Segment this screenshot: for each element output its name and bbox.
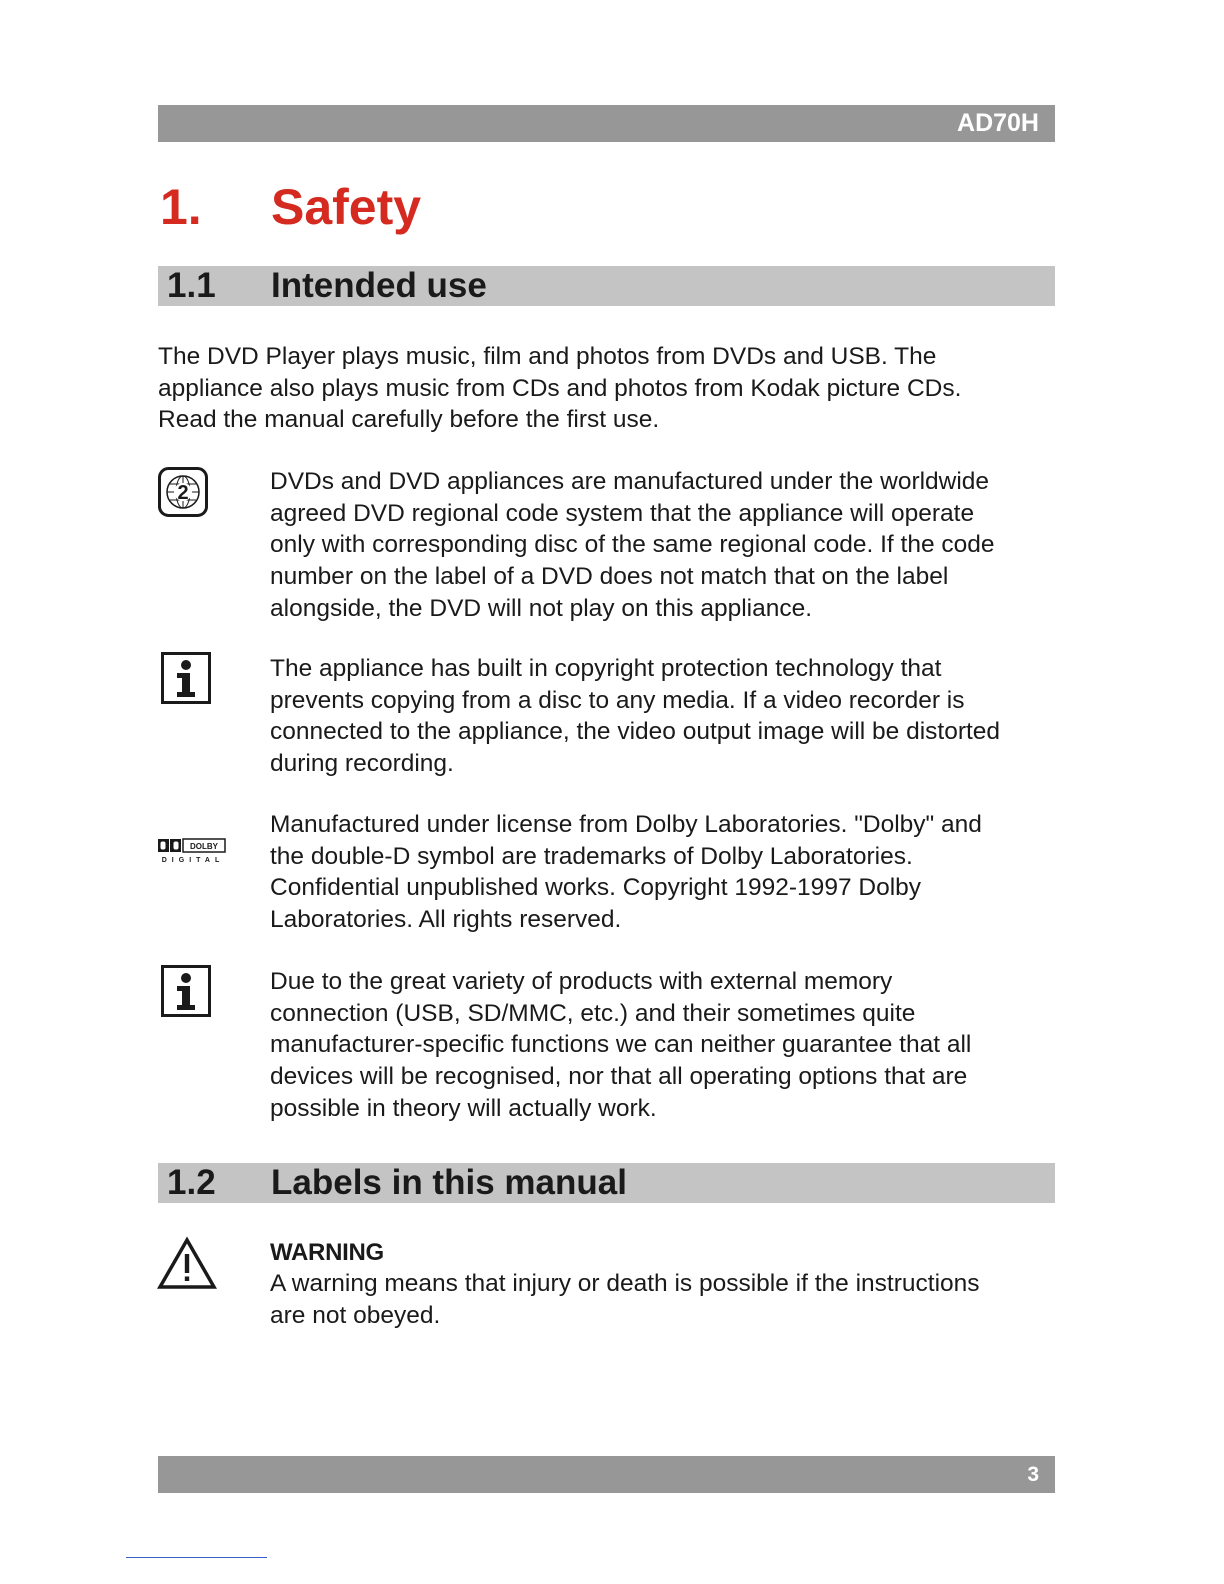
text-line: Due to the great variety of products with external memory [270, 968, 893, 995]
info-icon [161, 652, 211, 709]
dolby-digital-logo-icon [157, 837, 229, 870]
text-line: DVDs and DVD appliances are manufactured under the worldwide [270, 468, 990, 495]
text-line: prevents copying from a disc to any media. If a video recorder is [270, 686, 965, 714]
chapter-number: 1. [160, 179, 202, 235]
model-name: AD70H [957, 109, 1039, 137]
text-line: during recording. [270, 750, 454, 778]
section-number: 1.2 [167, 1163, 216, 1202]
text-line: number on the label of a DVD does not match that on the label [270, 563, 949, 591]
bottom-rule [126, 1557, 267, 1558]
digital-logo-text: DIGITAL [161, 857, 225, 864]
text-line: connected to the appliance, the video output image will be distorted [270, 718, 1001, 746]
section-heading-intended-use [158, 266, 1055, 306]
region-2-globe-icon [158, 467, 208, 522]
text-line: Manufactured under license from Dolby Laboratories. "Dolby" and [270, 811, 982, 838]
text-line: The appliance has built in copyright protection technology that [270, 655, 942, 682]
region-number: 2 [177, 482, 189, 504]
text-line: connection (USB, SD/MMC, etc.) and their sometimes quite [270, 999, 916, 1027]
text-line: alongside, the DVD will not play on this appliance. [270, 594, 813, 622]
warning-paragraph [270, 1238, 1060, 1331]
footer-bar [158, 1456, 1055, 1493]
text-line: are not obeyed. [270, 1301, 441, 1329]
dolby-license-paragraph [270, 809, 1060, 936]
text-line: A warning means that injury or death is possible if the instructions [270, 1270, 980, 1297]
text-line: agreed DVD regional code system that the appliance will operate [270, 499, 975, 527]
warning-triangle-icon [157, 1236, 217, 1295]
page-number: 3 [1027, 1463, 1039, 1486]
text-line: the double-D symbol are trademarks of Dolby Laboratories. [270, 842, 913, 870]
header-bar [158, 105, 1055, 142]
chapter-title: Safety [271, 179, 422, 235]
dolby-logo-text: DOLBY [190, 842, 218, 851]
text-line: The DVD Player plays music, film and photos from DVDs and USB. The [158, 343, 937, 370]
section-title: Labels in this manual [271, 1163, 627, 1202]
text-line: possible in theory will actually work. [270, 1094, 657, 1122]
intro-paragraph [158, 341, 961, 436]
text-line: Read the manual carefully before the first use. [158, 406, 660, 434]
section-number: 1.1 [167, 266, 216, 305]
warning-title: WARNING [270, 1239, 384, 1266]
text-line: only with corresponding disc of the same regional code. If the code [270, 531, 995, 559]
section-title: Intended use [271, 266, 487, 305]
section-heading-labels [158, 1163, 1055, 1203]
external-memory-paragraph [270, 966, 1060, 1125]
text-line: devices will be recognised, nor that all operating options that are [270, 1063, 968, 1091]
copyright-protection-paragraph [270, 653, 1060, 780]
text-line: Laboratories. All rights reserved. [270, 906, 622, 934]
text-line: Confidential unpublished works. Copyright 1992-1997 Dolby [270, 874, 922, 902]
text-line: manufacturer-specific functions we can neither guarantee that all [270, 1031, 972, 1059]
text-line: appliance also plays music from CDs and photos from Kodak picture CDs. [158, 374, 962, 402]
info-icon [161, 965, 211, 1022]
region-code-paragraph [270, 466, 1060, 625]
